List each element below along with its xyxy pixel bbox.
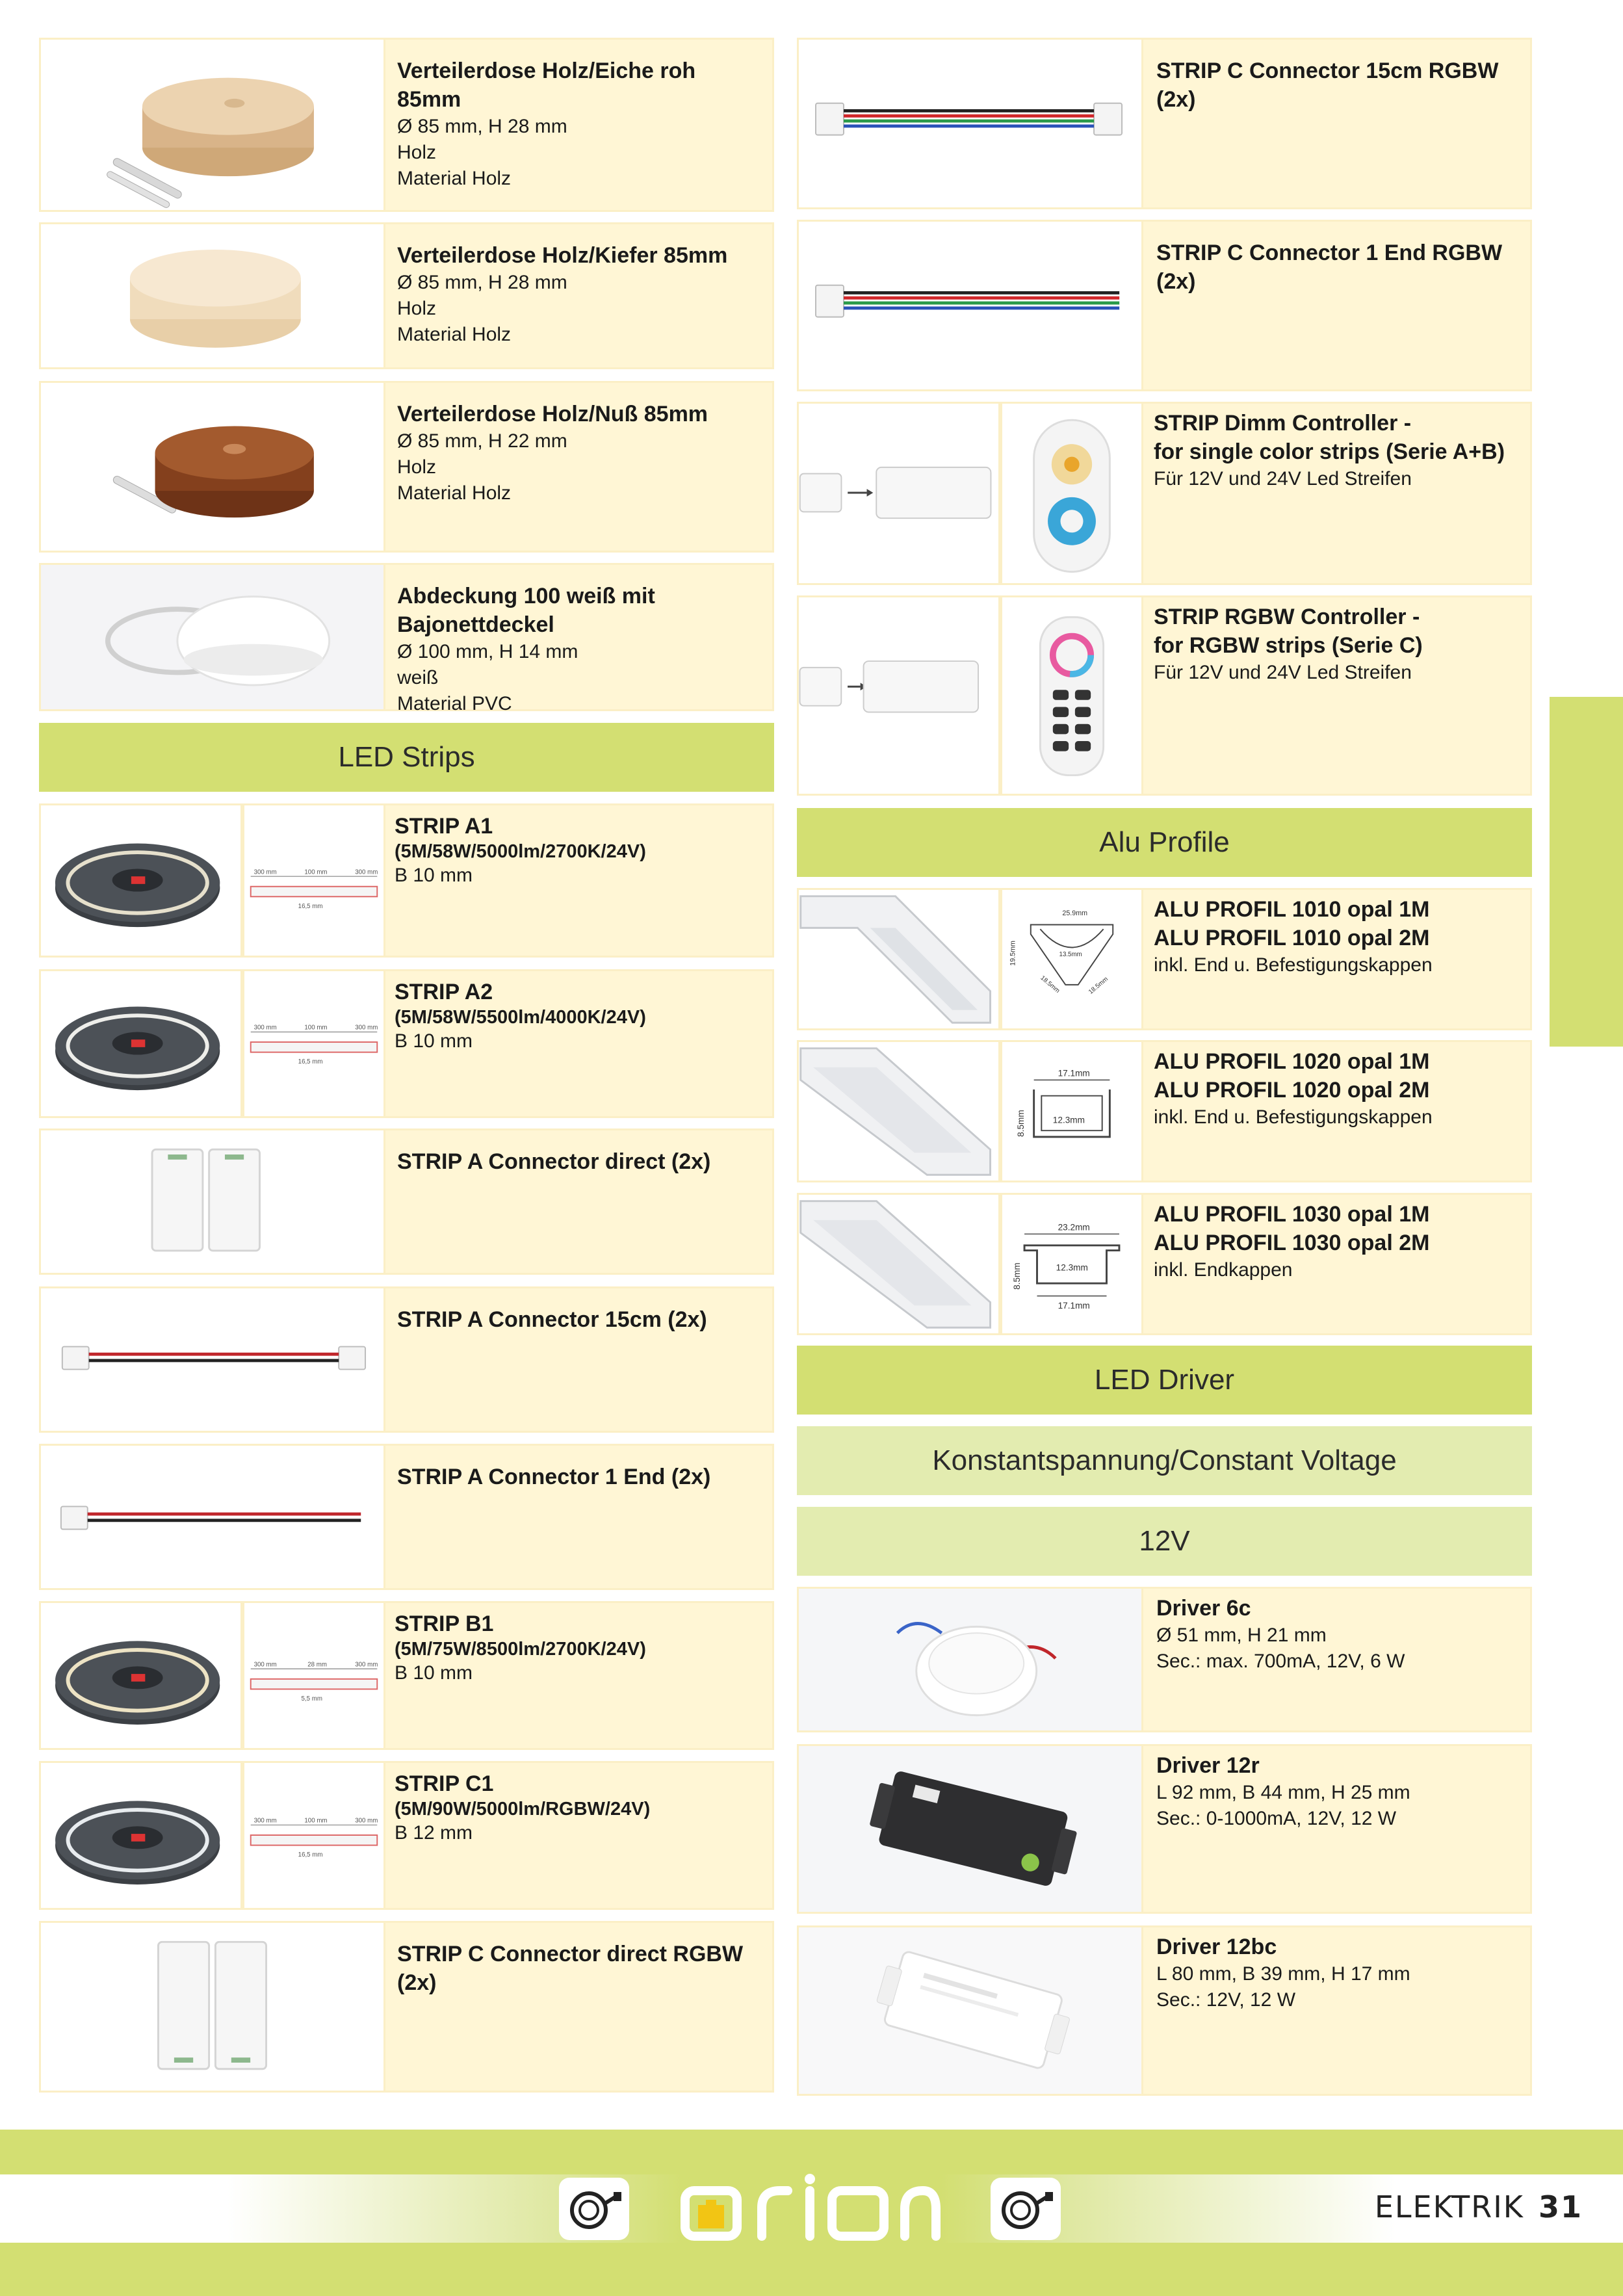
strip-dim-label: 16,5 mm <box>298 1851 323 1859</box>
profile-dim-label: 13.5mm <box>1059 951 1082 959</box>
plug-cable-icon <box>559 2178 629 2240</box>
brand-name: orion <box>676 2171 678 2172</box>
product-spec: inkl. Endkappen <box>1154 1259 1293 1281</box>
product-abdeckung <box>39 563 774 714</box>
strip-dim-label: 300 mm <box>355 1661 378 1669</box>
profile-drawing <box>1000 1195 1143 1333</box>
product-image <box>41 1288 385 1431</box>
product-title: Verteilerdose Holz/Kiefer 85mm <box>397 243 728 268</box>
product-verteilerdose-eiche <box>39 38 774 212</box>
product-title: ALU PROFIL 1030 opal 1M <box>1154 1202 1430 1227</box>
plug-cable-icon <box>991 2178 1061 2240</box>
product-title: Abdeckung 100 weiß mit Bajonettdeckel <box>397 584 655 637</box>
product-title: Verteilerdose Holz/Nuß 85mm <box>397 402 708 426</box>
product-title: STRIP C1 <box>395 1771 494 1796</box>
product-image <box>41 1446 385 1588</box>
product-title: ALU PROFIL 1010 opal 1M <box>1154 897 1430 922</box>
profile-dim-label: 18.5mm <box>1087 975 1110 996</box>
product-driver-12bc <box>797 1925 1532 2096</box>
product-title: STRIP C Connector 1 End RGBW (2x) <box>1156 241 1503 294</box>
product-image <box>799 597 1000 794</box>
product-strip-dimm-controller <box>797 402 1532 585</box>
strip-dim-label: 300 mm <box>355 1817 378 1825</box>
profile-dim-label: 25.9mm <box>1062 909 1088 917</box>
product-image <box>41 383 385 551</box>
product-title: STRIP B1 <box>395 1611 494 1636</box>
footer-band-top <box>0 2130 1623 2174</box>
product-spec: Ø 51 mm, H 21 mm <box>1156 1624 1327 1646</box>
product-spec: Material PVC <box>397 693 512 714</box>
product-strip-a1 <box>39 803 774 958</box>
section-heading-led-strips: LED Strips <box>39 723 774 792</box>
product-title: for single color strips (Serie A+B) <box>1154 439 1505 464</box>
product-title: STRIP Dimm Controller - <box>1154 411 1412 436</box>
product-strip-c-connector-direct-rgbw <box>39 1921 774 2093</box>
product-image <box>799 1042 1000 1181</box>
product-title: Verteilerdose Holz/Eiche roh 85mm <box>397 59 696 112</box>
strip-dim-label: 16,5 mm <box>298 1058 323 1066</box>
product-image <box>41 224 385 367</box>
product-title: STRIP A Connector direct (2x) <box>397 1149 711 1174</box>
strip-dim-label: 100 mm <box>304 1817 328 1825</box>
product-title: ALU PROFIL 1030 opal 2M <box>1154 1231 1430 1255</box>
strip-dim-label: 5,5 mm <box>301 1695 322 1702</box>
strip-dimension-drawing <box>242 1603 385 1748</box>
product-title: ALU PROFIL 1020 opal 1M <box>1154 1049 1430 1074</box>
product-alu-profil-1030 <box>797 1193 1532 1335</box>
section-side-tab <box>1550 697 1623 1047</box>
product-strip-a-connector-direct <box>39 1128 774 1275</box>
profile-dim-label: 18.5mm <box>1039 974 1061 995</box>
profile-dim-label: 17.1mm <box>1058 1301 1090 1311</box>
product-image <box>41 40 385 210</box>
product-strip-c1 <box>39 1761 774 1910</box>
product-image <box>41 971 242 1116</box>
product-spec: Ø 100 mm, H 14 mm <box>397 641 578 662</box>
section-heading-12v: 12V <box>797 1507 1532 1576</box>
product-image <box>41 565 385 709</box>
product-title: ALU PROFIL 1020 opal 2M <box>1154 1078 1430 1102</box>
product-title: Driver 6c <box>1156 1596 1251 1621</box>
product-strip-c-connector-15cm-rgbw <box>797 38 1532 209</box>
product-subtitle: (5M/90W/5000lm/RGBW/24V) <box>395 1799 651 1820</box>
section-heading-alu-profile: Alu Profile <box>797 808 1532 877</box>
product-spec: Ø 85 mm, H 28 mm <box>397 116 567 137</box>
product-strip-a2 <box>39 969 774 1118</box>
product-image <box>799 1589 1143 1730</box>
product-image <box>41 1130 385 1273</box>
product-title: STRIP RGBW Controller - <box>1154 605 1420 629</box>
strip-dimension-drawing <box>242 971 385 1116</box>
product-spec: L 92 mm, B 44 mm, H 25 mm <box>1156 1782 1410 1803</box>
product-image <box>41 1923 385 2091</box>
product-title: STRIP C Connector direct RGBW (2x) <box>397 1942 744 1995</box>
product-spec: B 10 mm <box>395 865 473 886</box>
product-title: STRIP A Connector 15cm (2x) <box>397 1307 707 1332</box>
section-name: ELEKTRIK <box>1374 2189 1524 2224</box>
strip-dim-label: 100 mm <box>304 868 328 876</box>
profile-drawing <box>1000 1042 1143 1181</box>
page-number: 31 <box>1538 2189 1583 2224</box>
product-title: STRIP A Connector 1 End (2x) <box>397 1465 711 1489</box>
strip-dim-label: 16,5 mm <box>298 902 323 910</box>
product-title: STRIP A1 <box>395 814 493 839</box>
product-title: STRIP C Connector 15cm RGBW (2x) <box>1156 59 1499 112</box>
product-title: Driver 12bc <box>1156 1935 1277 1959</box>
product-strip-rgbw-controller <box>797 595 1532 796</box>
product-spec: Material Holz <box>397 324 512 345</box>
product-spec: Holz <box>397 142 437 163</box>
strip-dim-label: 300 mm <box>355 868 378 876</box>
strip-dimension-drawing <box>242 1763 385 1908</box>
product-image <box>799 890 1000 1028</box>
product-subtitle: (5M/58W/5500lm/4000K/24V) <box>395 1007 646 1028</box>
product-verteilerdose-nuss <box>39 381 774 553</box>
product-verteilerdose-kiefer <box>39 222 774 369</box>
product-spec: Holz <box>397 298 437 319</box>
strip-dim-label: 100 mm <box>304 1024 328 1032</box>
product-spec: Ø 85 mm, H 28 mm <box>397 272 567 293</box>
product-title: Driver 12r <box>1156 1753 1260 1778</box>
product-driver-6c <box>797 1587 1532 1732</box>
profile-dim-label: 12.3mm <box>1056 1262 1088 1273</box>
strip-dim-label: 300 mm <box>253 868 277 876</box>
footer-band-bottom <box>0 2243 1623 2296</box>
profile-dim-label: 17.1mm <box>1058 1068 1090 1078</box>
product-spec: inkl. End u. Befestigungskappen <box>1154 1106 1433 1128</box>
strip-dim-label: 300 mm <box>253 1817 277 1825</box>
product-spec: Für 12V und 24V Led Streifen <box>1154 662 1412 683</box>
product-strip-a-connector-1-end <box>39 1444 774 1590</box>
profile-dim-label: 8.5mm <box>1016 1110 1026 1137</box>
product-title: for RGBW strips (Serie C) <box>1154 633 1423 658</box>
remote-image <box>1000 404 1143 583</box>
product-image <box>41 1603 242 1748</box>
product-spec: B 10 mm <box>395 1030 473 1052</box>
product-spec: Sec.: max. 700mA, 12V, 6 W <box>1156 1650 1405 1672</box>
product-spec: L 80 mm, B 39 mm, H 17 mm <box>1156 1963 1410 1985</box>
product-strip-b1 <box>39 1601 774 1750</box>
product-spec: B 12 mm <box>395 1822 473 1844</box>
profile-drawing <box>1000 890 1143 1028</box>
profile-dim-label: 12.3mm <box>1052 1115 1085 1125</box>
product-image <box>41 1763 242 1908</box>
product-subtitle: (5M/75W/8500lm/2700K/24V) <box>395 1639 646 1660</box>
strip-dim-label: 300 mm <box>253 1024 277 1032</box>
product-spec: Für 12V und 24V Led Streifen <box>1154 468 1412 489</box>
product-strip-a-connector-15cm <box>39 1286 774 1433</box>
product-spec: B 10 mm <box>395 1662 473 1684</box>
product-image <box>799 404 1000 583</box>
product-title: ALU PROFIL 1010 opal 2M <box>1154 926 1430 950</box>
strip-dim-label: 300 mm <box>253 1661 277 1669</box>
product-image <box>799 40 1143 207</box>
strip-dimension-drawing <box>242 805 385 956</box>
product-image <box>799 1746 1143 1912</box>
strip-dim-label: 300 mm <box>355 1024 378 1032</box>
product-strip-c-connector-1-end-rgbw <box>797 220 1532 391</box>
product-spec: Material Holz <box>397 482 512 504</box>
profile-dim-label: 23.2mm <box>1058 1222 1090 1233</box>
product-image <box>799 1927 1143 2094</box>
profile-dim-label: 19.5mm <box>1009 941 1017 966</box>
product-image <box>799 1195 1000 1333</box>
product-spec: Ø 85 mm, H 22 mm <box>397 430 567 452</box>
product-spec: Holz <box>397 456 437 478</box>
product-spec: weiß <box>397 667 439 688</box>
product-alu-profil-1010 <box>797 888 1532 1030</box>
brand-logo <box>676 2171 942 2243</box>
product-subtitle: (5M/58W/5000lm/2700K/24V) <box>395 841 646 862</box>
product-image <box>41 805 242 956</box>
footer-section-label <box>1375 2189 1583 2224</box>
product-spec: Material Holz <box>397 168 512 189</box>
product-alu-profil-1020 <box>797 1040 1532 1182</box>
product-image <box>799 222 1143 389</box>
section-heading-constant-voltage: Konstantspannung/Constant Voltage <box>797 1426 1532 1495</box>
product-driver-12r <box>797 1744 1532 1914</box>
product-spec: inkl. End u. Befestigungskappen <box>1154 954 1433 976</box>
remote-image <box>1000 597 1143 794</box>
profile-dim-label: 8.5mm <box>1012 1262 1022 1290</box>
product-spec: Sec.: 12V, 12 W <box>1156 1989 1296 2011</box>
strip-dim-label: 28 mm <box>307 1661 327 1669</box>
product-spec: Sec.: 0-1000mA, 12V, 12 W <box>1156 1808 1397 1829</box>
section-heading-led-driver: LED Driver <box>797 1346 1532 1415</box>
product-title: STRIP A2 <box>395 980 493 1004</box>
